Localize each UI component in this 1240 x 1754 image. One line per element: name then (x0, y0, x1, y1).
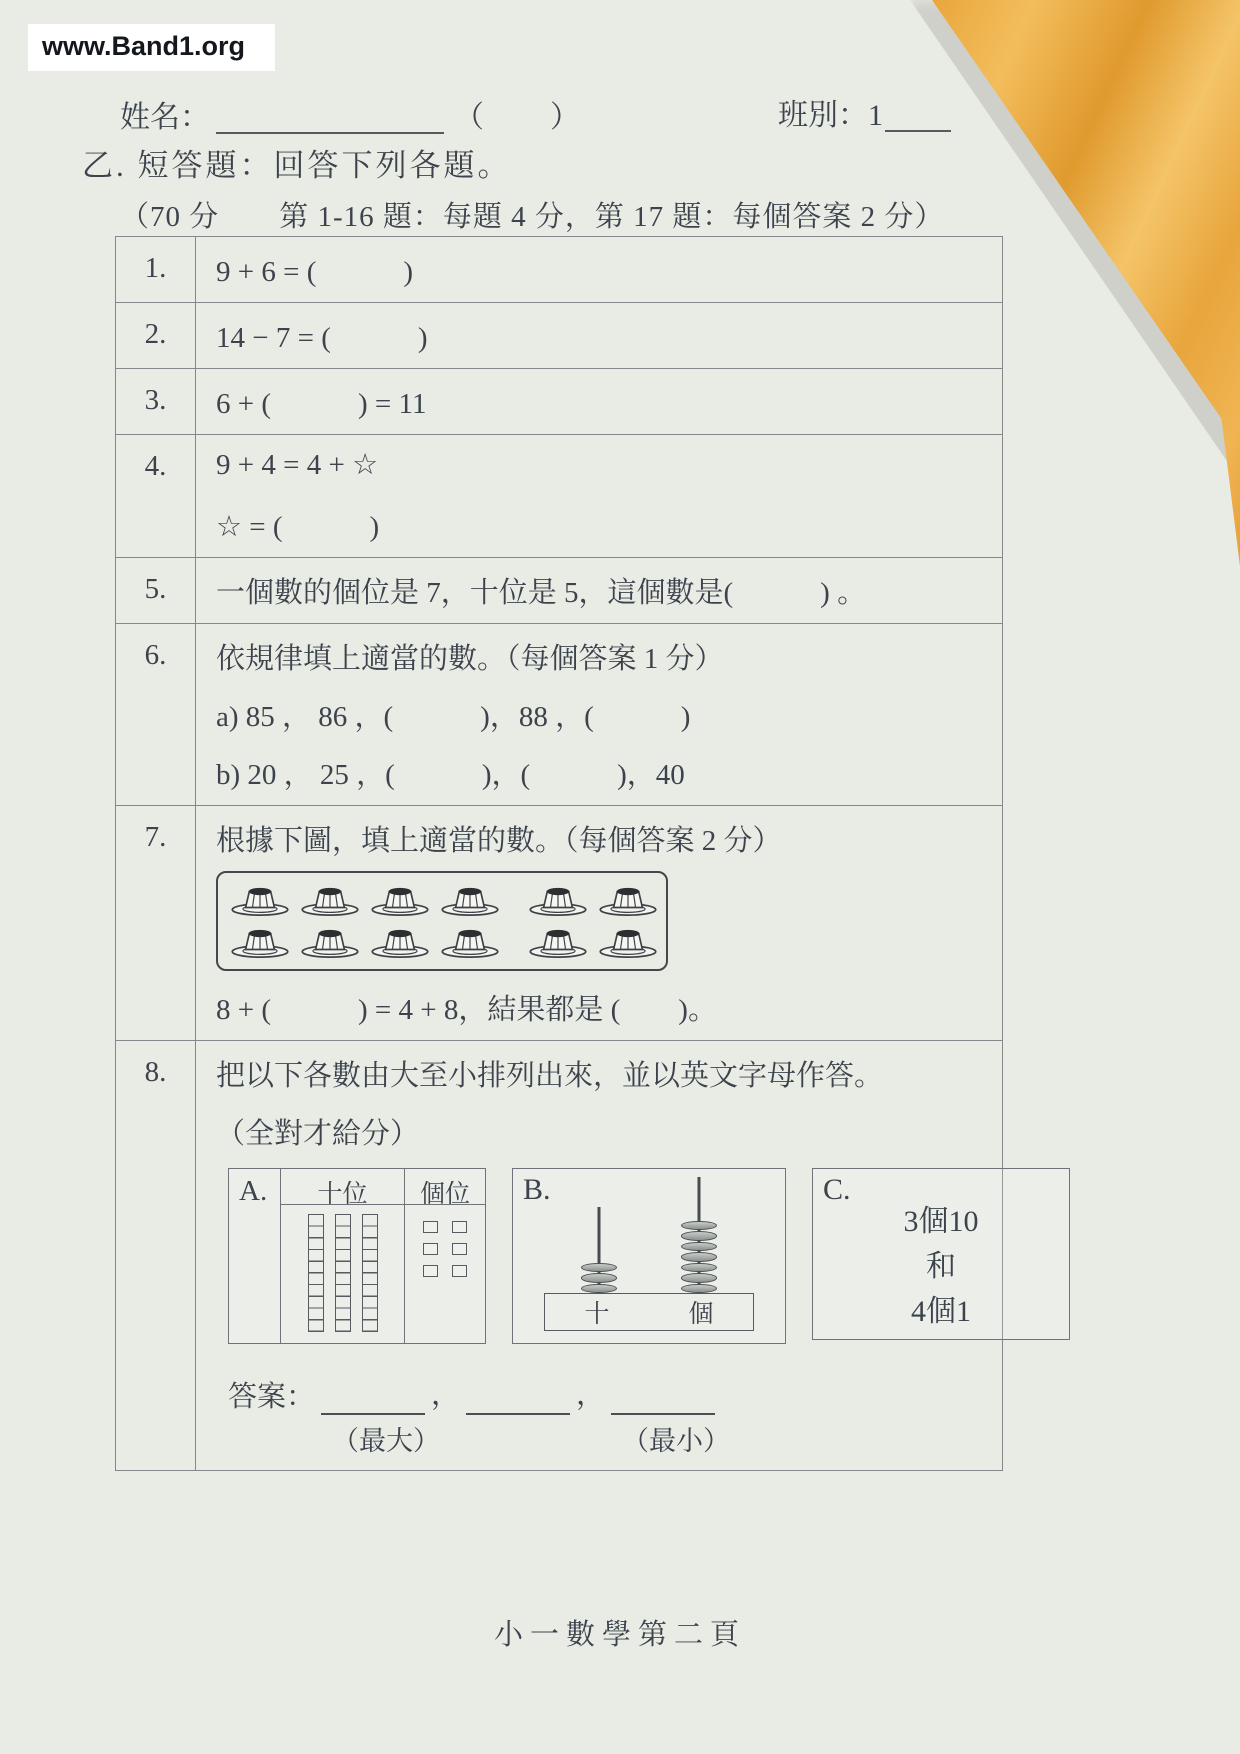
section-title: 乙. 短答題：回答下列各題。 (82, 148, 512, 183)
abacus-bead (681, 1284, 717, 1294)
pudding-icon (298, 925, 362, 959)
question-text: 9 + 6 = ( ) (216, 256, 414, 288)
question-row-7 (116, 805, 1002, 1040)
question-text: 14 − 7 = ( ) (216, 322, 428, 354)
question-number: 5. (116, 558, 196, 623)
pudding-icon (228, 925, 292, 959)
pudding-group-of-4 (526, 883, 660, 959)
question-row-1 (116, 237, 1002, 302)
answer-label: 答案： (228, 1381, 316, 1413)
ones-cubes-figure (405, 1205, 485, 1343)
abacus-bead (681, 1221, 717, 1231)
option-b-label: B. (523, 1173, 551, 1206)
tens-rod (308, 1214, 324, 1332)
tens-beads (581, 1263, 617, 1294)
answer-blank-smallest (611, 1379, 715, 1415)
abacus-bead (681, 1252, 717, 1262)
comma: ， (431, 1379, 461, 1411)
option-box-b (512, 1168, 786, 1344)
pudding-icon (526, 883, 590, 917)
question-row-6 (116, 623, 1002, 805)
questions-table (115, 236, 1003, 1471)
pudding-icon (596, 883, 660, 917)
option-box-c (812, 1168, 1070, 1340)
abacus-bead (681, 1242, 717, 1252)
abacus-ones-label: 個 (688, 1301, 714, 1328)
name-label: 姓名： (120, 101, 210, 134)
question-row-3 (116, 368, 1002, 434)
ones-cube (423, 1243, 438, 1255)
question-row-4 (116, 434, 1002, 557)
pudding-picture (216, 871, 668, 971)
pudding-icon (298, 883, 362, 917)
question-title: 根據下圖，填上適當的數。（每個答案 2 分） (216, 825, 782, 857)
option-c-line: 和 (926, 1250, 956, 1283)
class-label: 班別：1 (778, 99, 883, 132)
pudding-icon (596, 925, 660, 959)
tens-rod (362, 1214, 378, 1332)
pudding-icon (438, 883, 502, 917)
tens-rod (335, 1214, 351, 1332)
pudding-icon (368, 925, 432, 959)
option-boxes (228, 1168, 1070, 1344)
pudding-icon (526, 925, 590, 959)
question-title: 把以下各數由大至小排列出來，並以英文字母作答。 (216, 1060, 884, 1092)
option-box-a (228, 1168, 486, 1344)
question-row-8 (116, 1040, 1002, 1470)
question-item-a: a) 85 ， 86 ，( )，88 ，( ) (216, 701, 691, 733)
question-subtitle: （全對才給分） (216, 1118, 420, 1150)
tens-rods-figure (281, 1205, 405, 1343)
question-row-2 (116, 302, 1002, 368)
answer-blank-largest (321, 1379, 425, 1415)
question-row-5 (116, 557, 1002, 623)
option-c-line: 4個1 (911, 1295, 971, 1328)
ones-cube (452, 1243, 467, 1255)
question-number: 3. (116, 369, 196, 434)
abacus-bead (581, 1284, 617, 1294)
abacus-ones-spike (679, 1221, 719, 1294)
name-row (120, 92, 582, 136)
ones-cube (452, 1265, 467, 1277)
question-item-b: b) 20 ， 25 ，( )，( )，40 (216, 759, 685, 791)
class-blank (885, 94, 951, 132)
answer-blank-middle (466, 1379, 570, 1415)
answer-line (228, 1372, 1070, 1415)
largest-label: （最大） (332, 1426, 440, 1456)
question-equation: 8 + ( ) = 4 + 8，結果都是 ( )。 (216, 994, 717, 1026)
abacus-tens-label: 十 (584, 1301, 610, 1328)
abacus-figure (549, 1173, 749, 1293)
ones-cube (423, 1265, 438, 1277)
points-note: （70 分 第 1-16 題：每題 4 分，第 17 題：每個答案 2 分） (120, 201, 945, 233)
answer-sublabels (228, 1419, 1070, 1458)
page-footer: 小一數學第二頁 (493, 1619, 746, 1651)
option-c-line: 3個10 (903, 1205, 979, 1238)
option-c-label: C. (823, 1173, 851, 1206)
abacus-base (544, 1293, 754, 1331)
ones-cube (452, 1221, 467, 1233)
question-number: 7. (116, 806, 196, 1040)
ones-beads (681, 1221, 717, 1294)
question-number: 6. (116, 624, 196, 805)
question-number: 8. (116, 1041, 196, 1470)
pudding-icon (438, 925, 502, 959)
question-title: 依規律填上適當的數。（每個答案 1 分） (216, 643, 724, 675)
option-a-label: A. (229, 1169, 281, 1343)
pudding-icon (228, 883, 292, 917)
pudding-icon (368, 883, 432, 917)
question-text: 一個數的個位是 7，十位是 5，這個數是( ) 。 (216, 577, 867, 609)
watermark-badge (28, 24, 275, 71)
pudding-group-of-8 (228, 883, 502, 959)
question-text: 6 + ( ) = 11 (216, 388, 427, 420)
abacus-bead (681, 1273, 717, 1283)
abacus-bead (581, 1273, 617, 1283)
abacus-bead (581, 1263, 617, 1273)
smallest-label: （最小） (622, 1426, 730, 1456)
question-text-line-1: 9 + 4 = 4 + ☆ (216, 449, 379, 481)
question-number: 4. (116, 435, 196, 557)
name-blank (216, 96, 444, 134)
question-number: 1. (116, 237, 196, 302)
question-text-line-2: ☆ = ( ) (216, 511, 380, 543)
question-number: 2. (116, 303, 196, 368)
watermark-text: www.Band1.org (42, 31, 246, 61)
comma: ， (576, 1379, 606, 1411)
name-paren: （ ） (454, 101, 582, 134)
ones-column-header: 個位 (405, 1169, 485, 1205)
class-row (778, 90, 951, 134)
abacus-bead (681, 1231, 717, 1241)
abacus-tens-spike (579, 1263, 619, 1294)
abacus-bead (681, 1263, 717, 1273)
tens-column-header: 十位 (281, 1169, 405, 1205)
ones-cube (423, 1221, 438, 1233)
group-divider-line (504, 873, 524, 969)
